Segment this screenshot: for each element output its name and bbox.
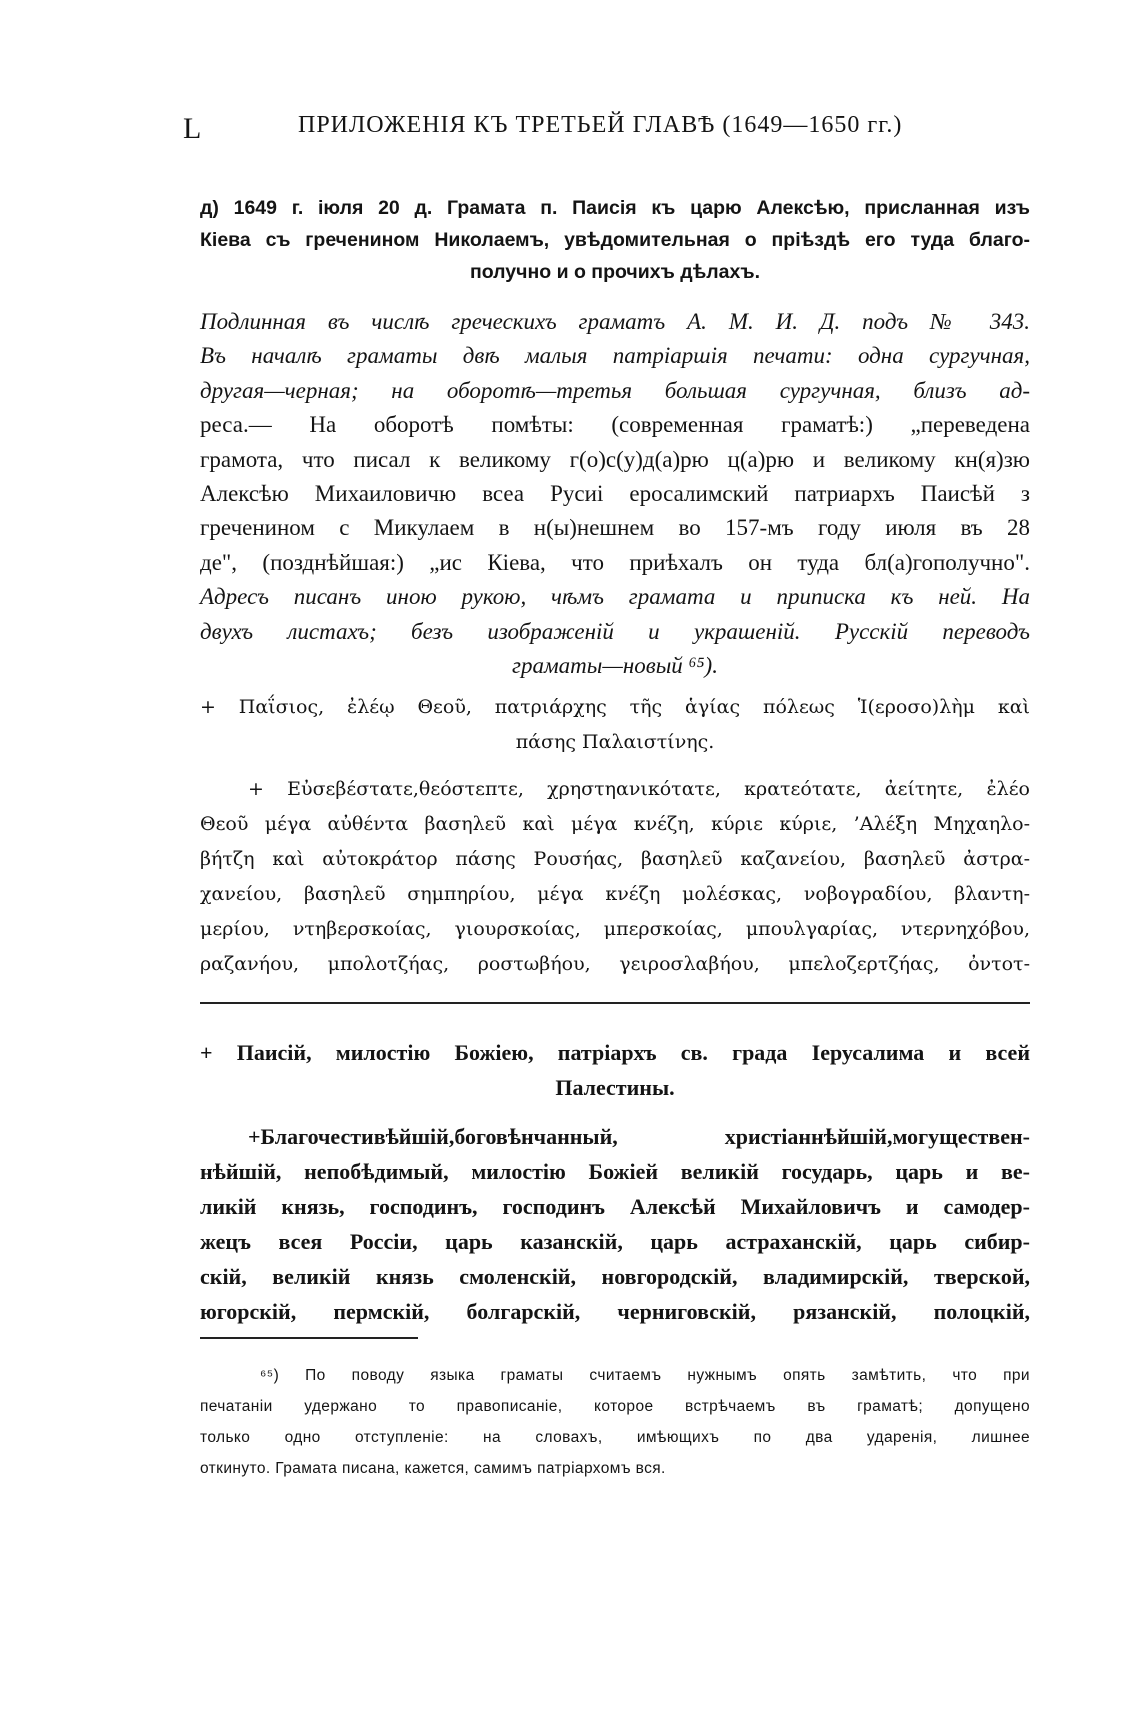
folio-number: L <box>183 112 202 145</box>
russian-body-line: скій, великій князь смоленскій, новгородскій, владимирскій, тверской, <box>200 1264 1030 1289</box>
russian-body-line: нѣйшій, непобѣдимый, милостію Божіей великій государь, царь и ве- <box>200 1159 1030 1184</box>
description-line: Подлинная въ числѣ греческихъ граматъ А. М. И. Д. подъ № 343. <box>200 309 1030 334</box>
description-line: греченином с Микулаем в н(ы)нешнем во 157-мъ году июля въ 28 <box>200 515 1030 541</box>
section-divider <box>200 1002 1030 1004</box>
document-description <box>200 305 1030 683</box>
heading-line: получно и о прочихъ дѣлахъ. <box>469 261 761 283</box>
description-line: грамота, что писал к великому г(о)с(у)д(а)рю ц(а)рю и великому кн(я)зю <box>200 446 1030 472</box>
russian-body-line: югорскій, пермскій, болгарскій, черниговскій, рязанскій, полоцкій, <box>200 1299 1030 1324</box>
footnote-line: только одно отступленіе: на словахъ, имѣющихъ по два ударенія, лишнее <box>200 1429 1030 1446</box>
description-line: Въ началѣ граматы двѣ малыя патріаршія печати: одна сургучная, <box>200 343 1030 369</box>
russian-body-line: ликій князь, господинъ, господинъ Алексѣй Михайловичъ и самодер- <box>200 1194 1030 1219</box>
greek-body-line: + Εὐσεβέστατε,θεόστεπτε, χρηστηανικότατε, κρατεότατε, ἀείτητε, ἐλέο <box>248 778 1030 800</box>
footnote <box>200 1360 1030 1484</box>
description-line: двухъ листахъ; безъ изображеній и украшеній. Русскій переводъ <box>200 618 1030 644</box>
russian-translation <box>200 1035 1030 1329</box>
greek-body-line: χανείου, βασηλεῦ σημπηρίου, μέγα κνέζη μολέσκας, νοβογραδίου, βλαντη- <box>200 883 1030 905</box>
greek-body-line: μερίου, ντηβερσκοίας, γιουρσκοίας, μπερσκοίας, μπουλγαρίας, ντερνηχόβου, <box>200 918 1030 940</box>
running-head: ПРИЛОЖЕНІЯ КЪ ТРЕТЬЕЙ ГЛАВѢ (1649—1650 гг.) <box>298 112 903 138</box>
footnote-rule <box>200 1337 418 1339</box>
footnote-line: ⁶⁵) По поводу языка граматы считаемъ нужнымъ опять замѣтить, что при <box>260 1367 1030 1384</box>
heading-line: д) 1649 г. іюля 20 д. Грамата п. Паисія къ царю Алексѣю, присланная изъ <box>200 197 1030 219</box>
footnote-line: откинуто. Грамата писана, кажется, самимъ патріархомъ вся. <box>200 1460 666 1477</box>
document-heading <box>200 192 1030 288</box>
russian-title-line: Палестины. <box>555 1075 675 1100</box>
description-line: реса.— На оборотѣ помѣты: (современная граматѣ:) „переведена <box>200 412 1030 438</box>
description-line: другая—черная; на оборотѣ—третья большая сургучная, близъ ад- <box>200 377 1030 403</box>
description-line: граматы—новый ⁶⁵). <box>512 653 718 679</box>
description-line: Адресъ писанъ иною рукою, чѣмъ грамата и приписка къ ней. На <box>200 584 1030 610</box>
greek-body-line: ραζανήου, μπολοτζήας, ροστωβήου, γειροσλαβήου, μπελοζερτζήας, ὀντοτ- <box>200 953 1030 975</box>
russian-body-line: жецъ всея Россіи, царь казанскій, царь астраханскій, царь сибир- <box>200 1229 1030 1254</box>
greek-title-line: πάσης Παλαιστίνης. <box>515 731 715 753</box>
heading-line: Кіева съ греченином Николаемъ, увѣдомительная о пріѣздѣ его туда благо- <box>200 229 1030 251</box>
greek-title-line: + Παΐσιος, ἐλέῳ Θεοῦ, πατριάρχης τῆς ἁγίας πόλεως Ἱ(εροσο)λὴμ καὶ <box>200 696 1030 718</box>
description-line: де", (позднѣйшая:) „ис Кіева, что приѣхалъ он туда бл(а)гополучно". <box>200 549 1030 575</box>
russian-title-line: + Паисій, милостію Божіею, патріархъ св. града Іерусалима и всей <box>200 1040 1030 1065</box>
description-line: Алексѣю Михаиловичю всеа Русиі еросалимский патриархъ Паисѣй з <box>200 481 1030 507</box>
footnote-line: печатаніи удержано то правописаніе, которое встрѣчаемъ въ граматѣ; допущено <box>200 1398 1030 1415</box>
greek-body-line: Θεοῦ μέγα αὐθέντα βασηλεῦ καὶ μέγα κνέζη, κύριε κύριε, ’Αλέξη Μηχαηλο- <box>200 813 1030 835</box>
page-header <box>183 112 1025 152</box>
greek-body-line: βήτζη καὶ αὐτοκράτορ πάσης Ρουσήας, βασηλεῦ καζανείου, βασηλεῦ ἀστρα- <box>200 848 1030 870</box>
russian-body-line: +Благочестивѣйшій,боговѣнчанный, христіаннѣйшій,могуществен- <box>248 1124 1030 1149</box>
greek-text <box>200 690 1030 982</box>
